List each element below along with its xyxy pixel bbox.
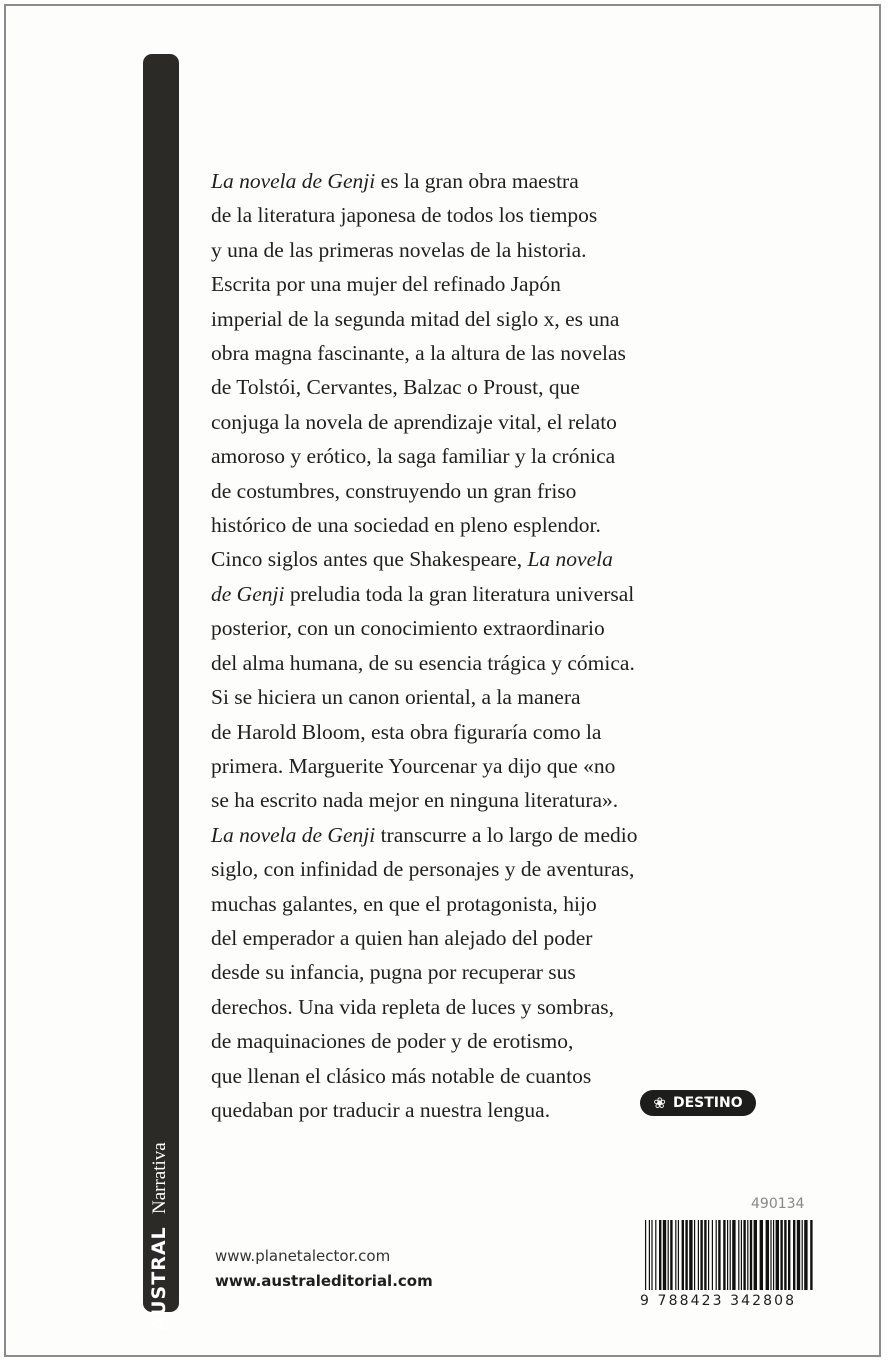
blurb-line (211, 267, 771, 301)
blurb-text (211, 164, 771, 1127)
blurb-line (211, 508, 771, 542)
blurb-segment: que llenan el clásico más notable de cuantos (211, 1063, 592, 1088)
blurb-segment: amoroso y erótico, la saga familiar y la crónica (211, 444, 616, 469)
blurb-segment: del alma humana, de su esencia trágica y cómica. (211, 650, 635, 675)
spine-series-label: Narrativa (149, 1142, 170, 1214)
publisher-badge (640, 1090, 756, 1116)
blurb-segment: Si se hiciera un canon oriental, a la manera (211, 685, 581, 710)
blurb-line (211, 370, 771, 404)
blurb-line (211, 715, 771, 749)
blurb-segment: es la gran obra maestra (375, 169, 579, 193)
blurb-line (211, 336, 771, 370)
blurb-segment: se ha escrito nada mejor en ninguna literatura». (211, 788, 619, 813)
blurb-segment: histórico de una sociedad en pleno esplendor. (211, 513, 601, 538)
blurb-line (211, 921, 771, 955)
blurb-segment: desde su infancia, pugna por recuperar sus (211, 960, 576, 985)
blurb-line (211, 680, 771, 714)
blurb-title-italic: La novela (527, 547, 613, 572)
blurb-segment: de costumbres, construyendo un gran friso (211, 478, 577, 503)
blurb-line (211, 542, 771, 576)
blurb-line (211, 1059, 771, 1093)
blurb-line (211, 955, 771, 989)
spine-collection-label: AUSTRAL (148, 1226, 170, 1331)
blurb-line (211, 405, 771, 439)
austral-url: www.australeditorial.com (215, 1272, 433, 1290)
blurb-line (211, 474, 771, 508)
blurb-segment: de la literatura japonesa de todos los tiempos (211, 203, 598, 228)
spine-bar (143, 54, 179, 1331)
blurb-title-italic: La novela de Genji (211, 822, 376, 847)
blurb-title-italic: La novela de Genji (211, 169, 376, 193)
blurb-line (211, 233, 771, 267)
blurb-segment: del emperador a quien han alejado del poder (211, 925, 593, 950)
blurb-segment: Cinco siglos antes que Shakespeare, (211, 547, 528, 572)
blurb-segment: de Tolstói, Cervantes, Balzac o Proust, que (211, 375, 580, 400)
blurb-line (211, 852, 771, 886)
blurb-segment: primera. Marguerite Yourcenar ya dijo que «no (211, 753, 616, 778)
publisher-name: DESTINO (672, 1095, 743, 1111)
blurb-title-italic: de Genji (211, 581, 285, 606)
blurb-segment: Escrita por una mujer del refinado Japón (211, 272, 561, 297)
blurb-line (211, 611, 771, 645)
blurb-line (211, 783, 771, 817)
blurb-line (211, 198, 771, 232)
destino-logo-icon: ❀ (653, 1094, 666, 1112)
barcode-icon (643, 1220, 819, 1290)
blurb-line (211, 990, 771, 1024)
blurb-segment: posterior, con un conocimiento extraordinario (211, 616, 605, 641)
blurb-line (211, 439, 771, 473)
internal-code: 490134 (751, 1196, 805, 1212)
blurb-segment: conjuga la novela de aprendizaje vital, el relato (211, 409, 617, 434)
blurb-line (211, 164, 771, 198)
blurb-line (211, 1024, 771, 1058)
blurb-segment: derechos. Una vida repleta de luces y sombras, (211, 994, 614, 1019)
blurb-segment: quedaban por traducir a nuestra lengua. (211, 1097, 551, 1122)
blurb-line (211, 887, 771, 921)
blurb-line (211, 302, 771, 336)
blurb-line (211, 818, 771, 852)
planeta-url: www.planetalector.com (215, 1247, 391, 1265)
blurb-line (211, 749, 771, 783)
blurb-segment: muchas galantes, en que el protagonista, hijo (211, 891, 597, 916)
blurb-segment: de maquinaciones de poder y de erotismo, (211, 1029, 574, 1054)
blurb-segment: y una de las primeras novelas de la historia. (211, 237, 587, 262)
blurb-segment: siglo, con infinidad de personajes y de aventuras, (211, 857, 635, 882)
blurb-line (211, 577, 771, 611)
blurb-segment: imperial de la segunda mitad del siglo x, es una (211, 306, 620, 331)
blurb-segment: transcurre a lo largo de medio (375, 822, 638, 847)
book-back-cover (4, 4, 881, 1357)
blurb-segment: preludia toda la gran literatura universal (284, 581, 635, 606)
blurb-line (211, 646, 771, 680)
blurb-segment: de Harold Bloom, esta obra figuraría como la (211, 719, 602, 744)
isbn-digits: 9 788423 342808 (640, 1293, 797, 1309)
blurb-segment: obra magna fascinante, a la altura de las novelas (211, 341, 626, 366)
